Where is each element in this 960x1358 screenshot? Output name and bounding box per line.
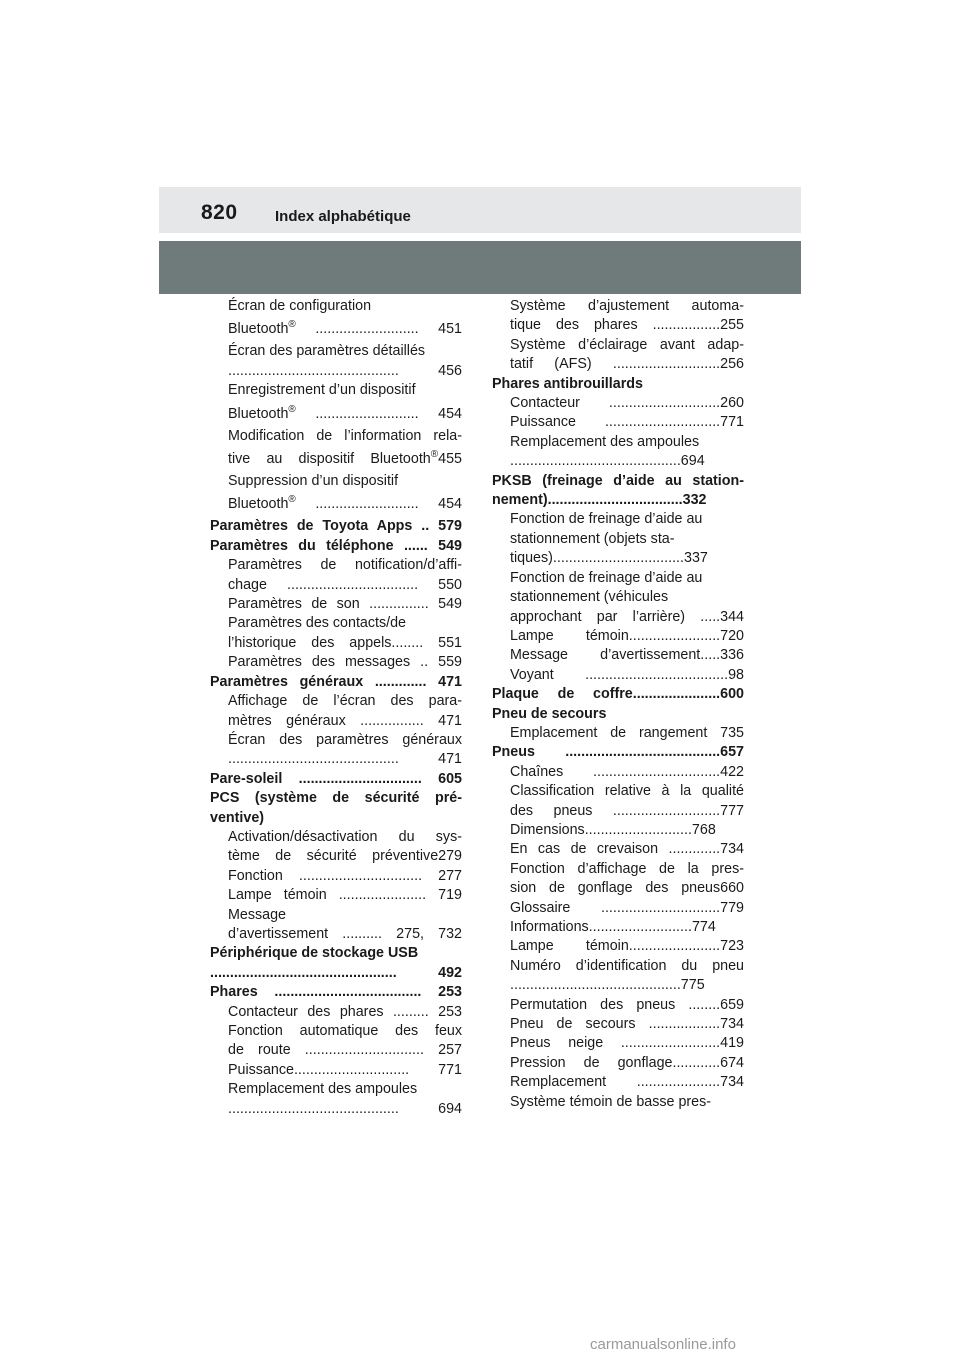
index-subentry: Numéro d’identification du pneu bbox=[510, 957, 744, 974]
index-entry: PCS (système de sécurité pré- bbox=[210, 790, 462, 807]
index-subentry: ........................................... 456 bbox=[228, 362, 462, 379]
index-subentry: Fonction de freinage d’aide au bbox=[510, 511, 703, 528]
index-subentry: ...........................................694 bbox=[510, 453, 705, 470]
index-subentry: Modification de l’information rela- bbox=[228, 427, 462, 444]
index-subentry: ........................................... 694 bbox=[228, 1100, 462, 1117]
index-entry: ............................................... 492 bbox=[210, 964, 462, 981]
index-subentry: stationnement (véhicules bbox=[510, 589, 669, 606]
index-subentry: Contacteur ............................260 bbox=[510, 395, 744, 412]
index-subentry: l’historique des appels........ 551 bbox=[228, 634, 462, 651]
index-subentry: Paramètres de son ............... 549 bbox=[228, 596, 462, 613]
section-band bbox=[159, 241, 801, 294]
index-entry: Pneus .......................................657 bbox=[492, 744, 744, 761]
index-subentry: chage ................................. 550 bbox=[228, 576, 462, 593]
index-subentry: Pneus neige .........................419 bbox=[510, 1035, 744, 1052]
index-entry: Pneu de secours bbox=[492, 705, 607, 722]
index-subentry: Informations..........................774 bbox=[510, 919, 716, 935]
index-subentry: Permutation des pneus ........659 bbox=[510, 996, 744, 1013]
index-subentry: tème de sécurité préventive279 bbox=[228, 848, 462, 865]
watermark: carmanualsonline.info bbox=[590, 1336, 736, 1353]
index-subentry: Bluetooth® .......................... 451 bbox=[228, 319, 462, 338]
index-subentry: ...........................................775 bbox=[510, 977, 705, 994]
index-subentry: Lampe témoin ...................... 719 bbox=[228, 887, 462, 904]
index-entry: Phares ..................................... 253 bbox=[210, 984, 462, 1001]
index-entry: Pare-soleil ............................... 605 bbox=[210, 770, 462, 787]
index-subentry: Suppression d’un dispositif bbox=[228, 473, 399, 490]
index-subentry: Écran des paramètres généraux bbox=[228, 731, 462, 748]
page-header bbox=[159, 187, 801, 233]
index-subentry: Enregistrement d’un dispositif bbox=[228, 382, 416, 399]
index-subentry: stationnement (objets sta- bbox=[510, 530, 675, 547]
index-column-right bbox=[492, 297, 744, 1112]
index-subentry: de route .............................. 257 bbox=[228, 1042, 462, 1059]
index-subentry: Écran de configuration bbox=[228, 298, 372, 314]
index-subentry: Voyant ....................................98 bbox=[510, 666, 744, 683]
index-entry: ventive) bbox=[210, 809, 265, 826]
index-subentry: Message d’avertissement.....336 bbox=[510, 647, 744, 664]
index-subentry: Chaînes ................................422 bbox=[510, 763, 744, 780]
index-subentry: Glossaire ..............................779 bbox=[510, 899, 744, 916]
index-subentry: Bluetooth® .......................... 454 bbox=[228, 403, 462, 422]
index-subentry: Remplacement des ampoules bbox=[510, 433, 700, 450]
index-subentry: approchant par l’arrière) .....344 bbox=[510, 608, 744, 625]
index-subentry: Système d’éclairage avant adap- bbox=[510, 336, 744, 353]
index-subentry: Message bbox=[228, 906, 287, 923]
index-entry: Périphérique de stockage USB bbox=[210, 945, 419, 962]
index-subentry: Puissance............................. 771 bbox=[228, 1061, 462, 1078]
index-subentry: Fonction ............................... 277 bbox=[228, 867, 462, 884]
index-subentry: Dimensions...........................768 bbox=[510, 821, 716, 838]
index-subentry: Écran des paramètres détaillés bbox=[228, 343, 426, 360]
index-subentry: Lampe témoin.......................723 bbox=[510, 938, 744, 955]
index-subentry: Lampe témoin.......................720 bbox=[510, 627, 744, 644]
index-subentry: Puissance .............................771 bbox=[510, 414, 744, 431]
index-subentry: Pneu de secours ..................734 bbox=[510, 1016, 744, 1033]
index-subentry: tatif (AFS) ...........................256 bbox=[510, 356, 744, 373]
page-title: Index alphabétique bbox=[275, 208, 411, 225]
index-subentry: Affichage de l’écran des para- bbox=[228, 693, 462, 710]
index-subentry: tique des phares .................255 bbox=[510, 317, 744, 334]
index-subentry: Paramètres de notification/d’affi- bbox=[228, 557, 462, 574]
index-entry: Paramètres généraux ............. 471 bbox=[210, 673, 462, 690]
index-entry: Paramètres de Toyota Apps .. 579 bbox=[210, 518, 462, 535]
index-entry: PKSB (freinage d’aide au station- bbox=[492, 472, 744, 489]
index-subentry: Activation/désactivation du sys- bbox=[228, 828, 462, 845]
index-subentry: Bluetooth® .......................... 454 bbox=[228, 494, 462, 513]
index-entry: nement)..................................332 bbox=[492, 492, 707, 509]
index-subentry: Paramètres des messages .. 559 bbox=[228, 654, 462, 671]
index-subentry: Système d’ajustement automa- bbox=[510, 298, 744, 314]
page-number: 820 bbox=[201, 201, 238, 224]
index-entry: Plaque de coffre......................600 bbox=[492, 686, 744, 703]
index-entry: Paramètres du téléphone ...... 549 bbox=[210, 537, 462, 554]
index-subentry: Fonction automatique des feux bbox=[228, 1023, 462, 1039]
index-subentry: Classification relative à la qualité bbox=[510, 783, 744, 800]
index-subentry: sion de gonflage des pneus660 bbox=[510, 880, 744, 897]
index-subentry: Fonction de freinage d’aide au bbox=[510, 569, 703, 586]
index-subentry: Paramètres des contacts/de bbox=[228, 615, 407, 632]
index-entry: Phares antibrouillards bbox=[492, 375, 643, 392]
index-subentry: Pression de gonflage............674 bbox=[510, 1054, 744, 1071]
index-subentry: des pneus ...........................777 bbox=[510, 802, 744, 819]
index-subentry: Remplacement .....................734 bbox=[510, 1074, 744, 1091]
index-subentry: Remplacement des ampoules bbox=[228, 1081, 418, 1098]
index-subentry: tive au dispositif Bluetooth®455 bbox=[228, 449, 462, 468]
index-subentry: Contacteur des phares ......... 253 bbox=[228, 1003, 462, 1020]
index-subentry: Système témoin de basse pres- bbox=[510, 1093, 712, 1110]
index-subentry: Emplacement de rangement 735 bbox=[510, 724, 744, 741]
index-subentry: ........................................... 471 bbox=[228, 751, 462, 768]
index-subentry: En cas de crevaison .............734 bbox=[510, 841, 744, 858]
index-subentry: Fonction d’affichage de la pres- bbox=[510, 860, 744, 877]
index-column-left bbox=[210, 297, 462, 1119]
index-subentry: tiques).................................337 bbox=[510, 550, 708, 567]
index-subentry: d’avertissement .......... 275, 732 bbox=[228, 925, 462, 942]
index-subentry: mètres généraux ................ 471 bbox=[228, 712, 462, 729]
